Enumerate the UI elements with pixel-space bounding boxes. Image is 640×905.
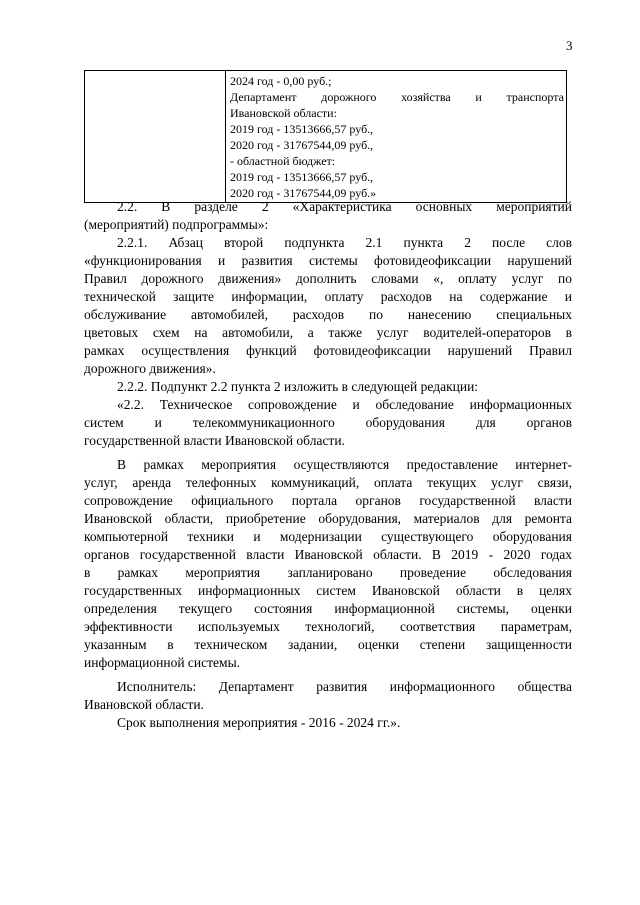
text-line: В рамках мероприятия осуществляются предоставление интернет- — [117, 457, 572, 472]
table-label-cell — [85, 71, 226, 203]
paragraph-section-2-2 — [84, 198, 572, 234]
paragraph-quoted-2-2 — [84, 396, 572, 450]
text-line: систем и телекоммуникационного оборудования для органов — [84, 415, 572, 430]
paragraph-2-2-1 — [84, 234, 572, 378]
text-line: информационной системы. — [84, 655, 241, 670]
text-line: Ивановской области. — [84, 697, 204, 712]
paragraph-deadline: Срок выполнения мероприятия - 2016 - 2024 гг.». — [117, 715, 401, 730]
text-line: сопровождение официального портала органов государственной власти — [84, 493, 572, 508]
table-content-cell — [226, 71, 567, 203]
text-line: цветовых схем на автомобили, а также услуг водителей-операторов в — [84, 325, 572, 340]
paragraph-activities — [84, 456, 572, 672]
table-line: 2019 год - 13513666,57 руб., — [230, 122, 374, 136]
table-line: Департамент дорожного хозяйства и транспорта — [230, 90, 564, 104]
table-line: - областной бюджет: — [230, 154, 336, 168]
table-line: 2019 год - 13513666,57 руб., — [230, 170, 374, 184]
table-row — [85, 71, 567, 203]
text-line: «функционирования и развития системы фотовидеофиксации нарушений — [84, 253, 572, 268]
table-line: 2020 год - 31767544,09 руб., — [230, 138, 374, 152]
text-line: услуг, аренда телефонных коммуникаций, оплата текущих услуг связи, — [84, 475, 572, 490]
text-line: «2.2. Техническое сопровождение и обследование информационных — [117, 397, 572, 412]
text-line: (мероприятий) подпрограммы»: — [84, 217, 269, 232]
text-line: Правил дорожного движения» дополнить словами «, оплату услуг по — [84, 271, 572, 286]
text-line: дорожного движения». — [84, 361, 216, 376]
text-line: рамках осуществления функций фотовидеофиксации нарушений Правил — [84, 343, 572, 358]
text-line: 2.2.1. Абзац второй подпункта 2.1 пункта 2 после слов — [117, 235, 572, 250]
page-number: 3 — [566, 38, 573, 53]
text-line: компьютерной техники и модернизации существующего оборудования — [84, 529, 572, 544]
text-line: органов государственной власти Ивановской области. В 2019 - 2020 годах — [84, 547, 572, 562]
paragraph-executor — [84, 678, 572, 714]
table-line: Ивановской области: — [230, 106, 337, 120]
document-body — [84, 198, 572, 732]
text-line: указанным в техническом задании, оценки степени защищенности — [84, 637, 572, 652]
text-line: в рамках мероприятия запланировано проведение обследования — [84, 565, 572, 580]
paragraph-2-2-2: 2.2.2. Подпункт 2.2 пункта 2 изложить в следующей редакции: — [117, 379, 479, 394]
text-line: Ивановской области, приобретение оборудования, материалов для ремонта — [84, 511, 572, 526]
table-line: 2020 год - 31767544,09 руб.» — [230, 186, 377, 200]
text-line: технической защите информации, оплату расходов на содержание и — [84, 289, 572, 304]
text-line: Исполнитель: Департамент развития информационного общества — [117, 679, 572, 694]
text-line: государственной власти Ивановской области. — [84, 433, 345, 448]
funding-table — [84, 70, 567, 203]
table-line: 2024 год - 0,00 руб.; — [230, 74, 332, 88]
text-line: 2.2. В разделе 2 «Характеристика основных мероприятий — [117, 199, 572, 214]
text-line: эффективности используемых технологий, соответствия параметрам, — [84, 619, 572, 634]
text-line: определения текущего состояния информационной системы, оценки — [84, 601, 572, 616]
text-line: обслуживание автомобилей, расходов по нанесению специальных — [84, 307, 572, 322]
text-line: государственных информационных систем Ивановской области в целях — [84, 583, 572, 598]
